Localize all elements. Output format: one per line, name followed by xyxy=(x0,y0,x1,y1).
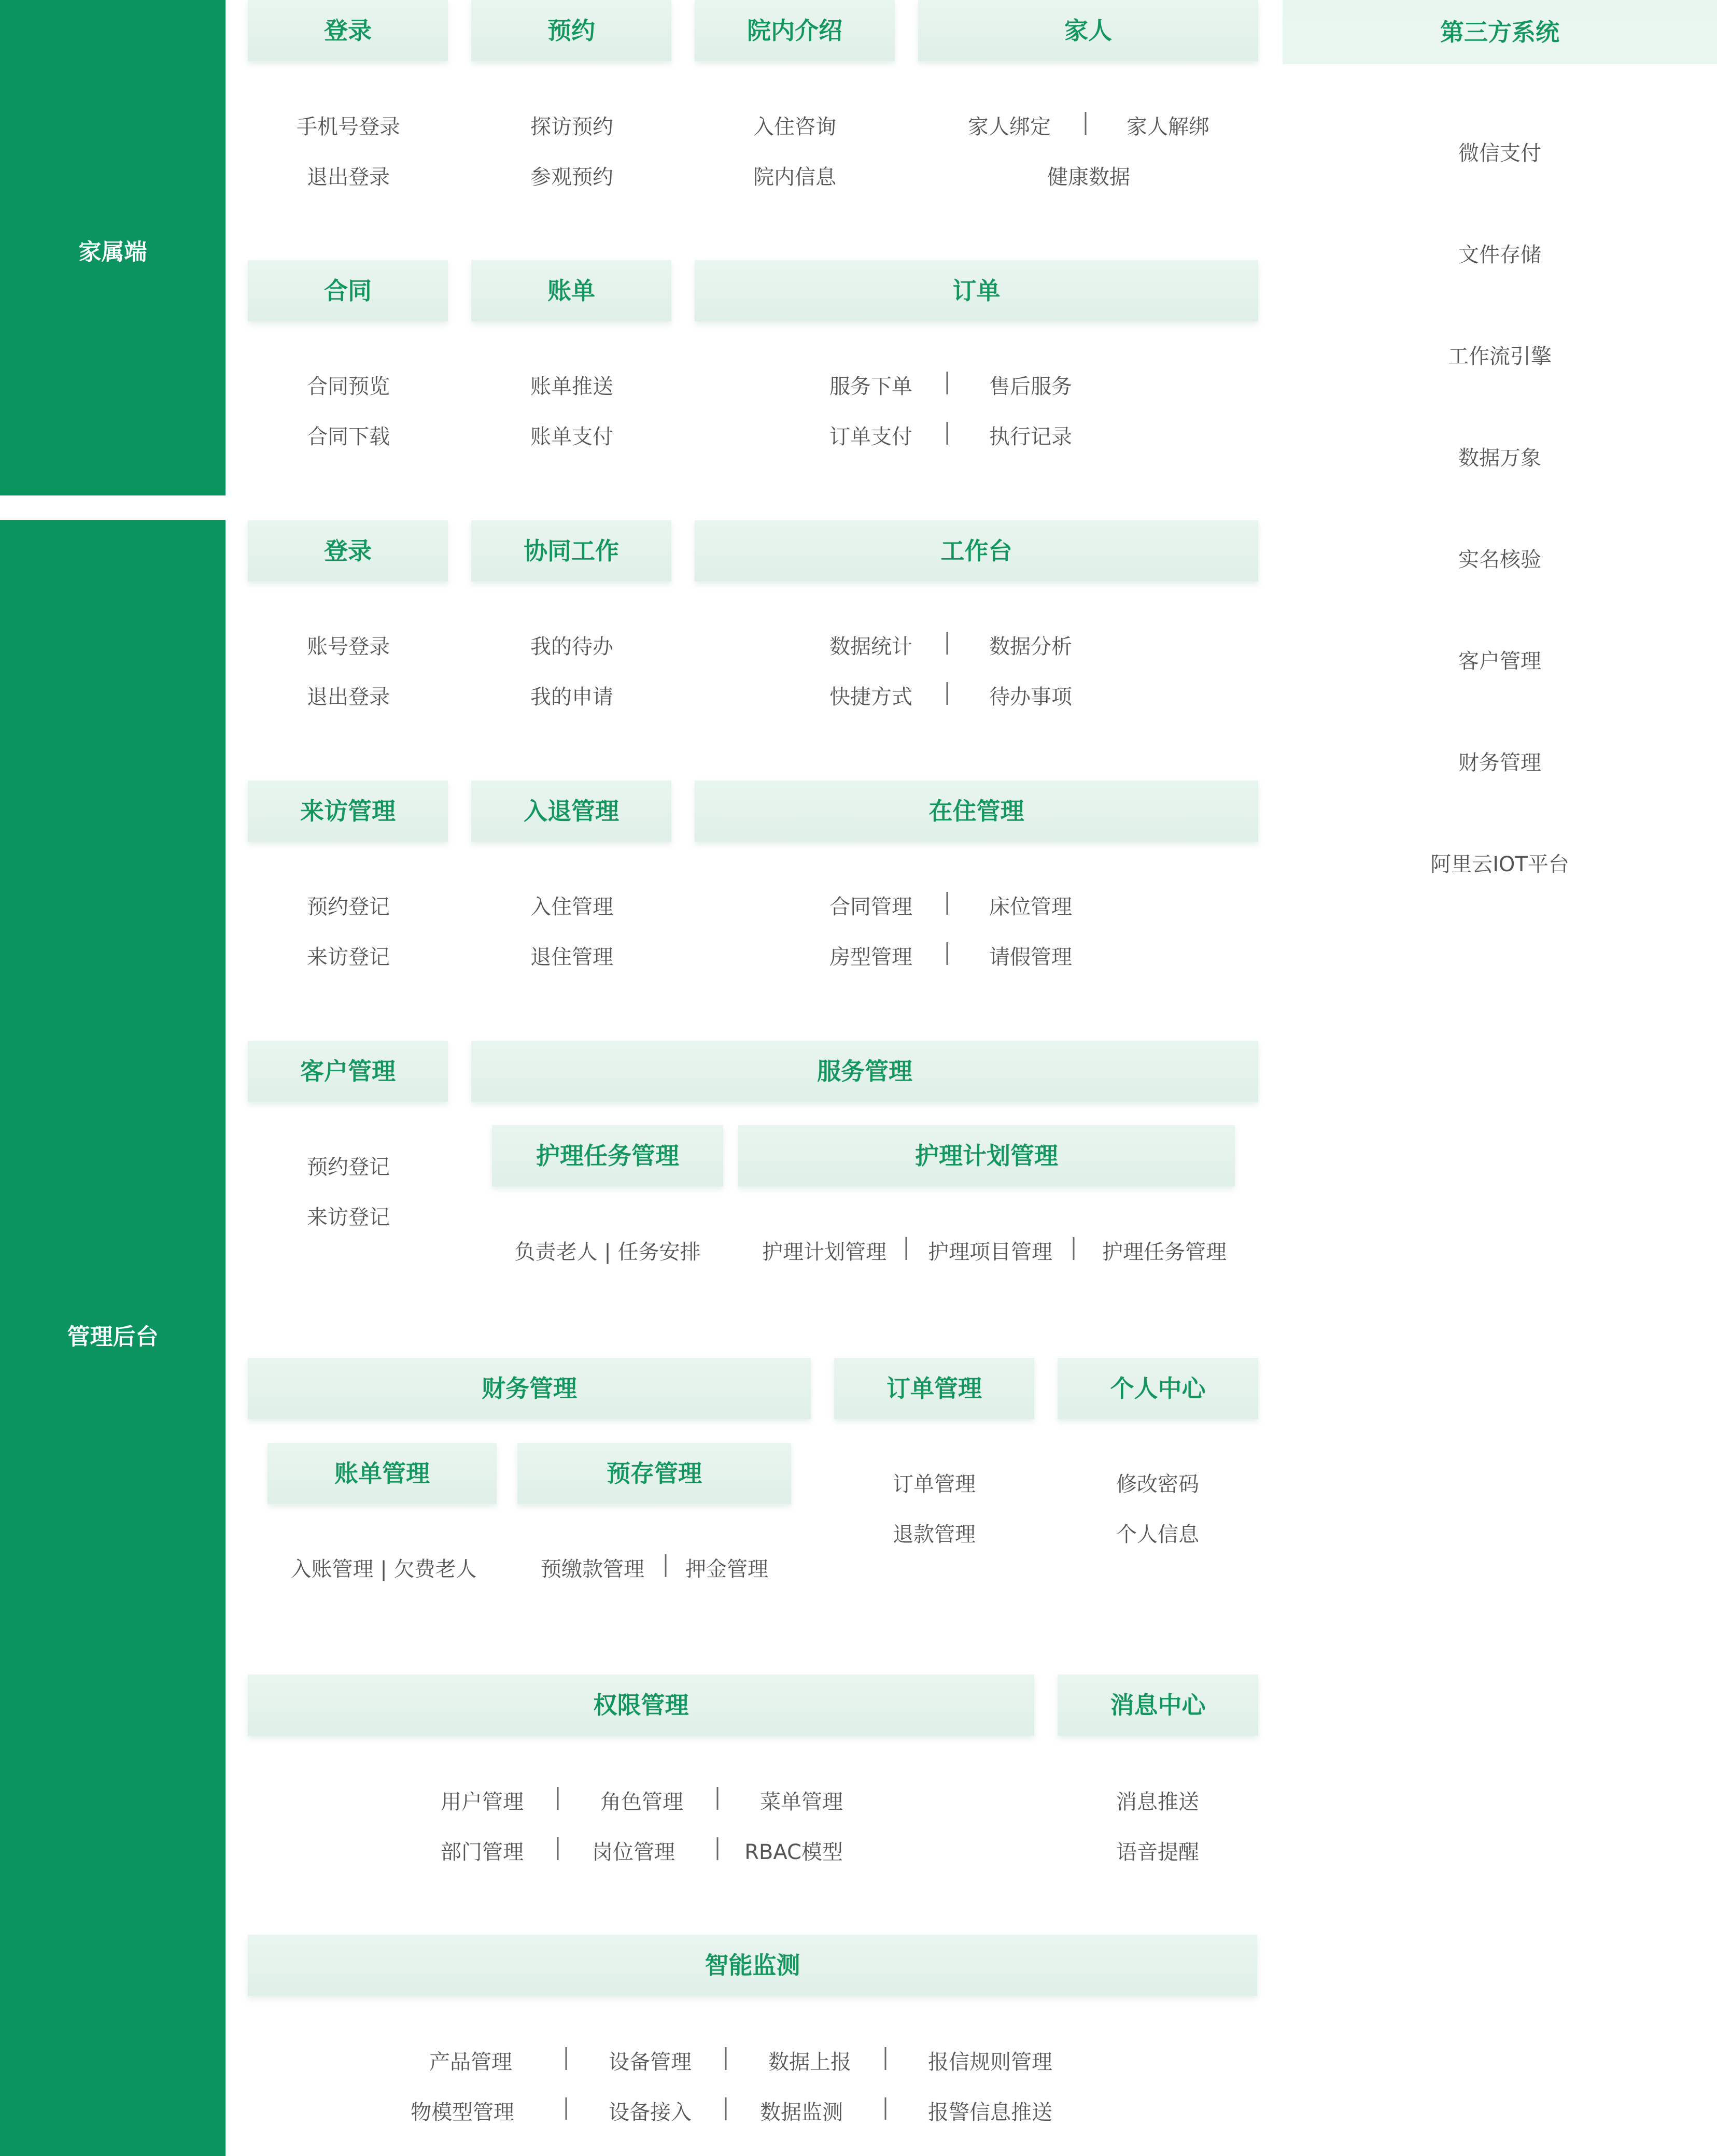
admin-residence-header: 在住管理 xyxy=(695,781,1258,842)
message-item: 语音提醒 xyxy=(1116,1840,1199,1864)
admin-orders-item: 订单管理 xyxy=(893,1472,976,1496)
separator xyxy=(906,1237,907,1260)
separator xyxy=(947,372,948,394)
family-side-label: 家属端 xyxy=(78,239,147,265)
separator xyxy=(947,942,948,965)
separator xyxy=(725,2047,727,2070)
separator xyxy=(665,1554,667,1577)
admin-workbench-item: 待办事项 xyxy=(989,685,1072,709)
admin-orders-item: 退款管理 xyxy=(893,1523,976,1547)
permission-item: 岗位管理 xyxy=(592,1840,675,1864)
family-relatives-header: 家人 xyxy=(918,0,1258,61)
bill-management-subheader: 账单管理 xyxy=(268,1443,497,1504)
family-booking-item: 参观预约 xyxy=(530,165,613,189)
family-booking-header: 预约 xyxy=(471,0,671,61)
admin-checkin-item: 退住管理 xyxy=(530,945,613,969)
separator xyxy=(885,2097,886,2120)
monitor-item: 数据上报 xyxy=(768,2050,851,2074)
family-side-bar xyxy=(0,0,226,495)
admin-permission-header: 权限管理 xyxy=(248,1675,1034,1736)
monitor-item: 产品管理 xyxy=(429,2050,512,2074)
bill-management-line: 入账管理 | 欠费老人 xyxy=(290,1557,477,1581)
family-login-item: 手机号登录 xyxy=(297,115,400,139)
admin-customer-header: 客户管理 xyxy=(248,1041,448,1102)
family-intro-item: 院内信息 xyxy=(753,165,836,189)
nursing-plan-subheader: 护理计划管理 xyxy=(738,1125,1235,1186)
admin-visit-header: 来访管理 xyxy=(248,781,448,842)
family-login-header: 登录 xyxy=(248,0,448,61)
family-relatives-item: 家人解绑 xyxy=(1127,115,1209,139)
admin-orders-header: 订单管理 xyxy=(834,1358,1034,1419)
admin-workbench-item: 数据分析 xyxy=(989,635,1072,659)
admin-workbench-header: 工作台 xyxy=(695,520,1258,581)
monitor-item: 数据监测 xyxy=(760,2101,843,2124)
admin-visit-item: 预约登记 xyxy=(307,895,390,919)
admin-residence-item: 合同管理 xyxy=(829,895,912,919)
family-order-item: 订单支付 xyxy=(829,425,912,449)
admin-workbench-item: 快捷方式 xyxy=(829,685,912,709)
admin-residence-item: 请假管理 xyxy=(989,945,1072,969)
family-order-item: 执行记录 xyxy=(989,425,1072,449)
admin-checkin-header: 入退管理 xyxy=(471,781,671,842)
separator xyxy=(566,2047,567,2070)
admin-service-header: 服务管理 xyxy=(471,1041,1258,1102)
admin-collab-item: 我的申请 xyxy=(530,685,613,709)
family-intro-item: 入住咨询 xyxy=(753,115,836,139)
admin-collab-item: 我的待办 xyxy=(530,635,613,659)
nursing-plan-item: 护理计划管理 xyxy=(762,1240,886,1264)
nursing-task-line: 负责老人 | 任务安排 xyxy=(514,1240,701,1264)
permission-item: RBAC模型 xyxy=(744,1840,843,1864)
admin-workbench-item: 数据统计 xyxy=(829,635,912,659)
third-party-item: 财务管理 xyxy=(1458,751,1541,775)
admin-collab-header: 协同工作 xyxy=(471,520,671,581)
nursing-plan-item: 护理项目管理 xyxy=(928,1240,1052,1264)
family-relatives-item: 家人绑定 xyxy=(968,115,1051,139)
family-relatives-item: 健康数据 xyxy=(1047,165,1130,189)
admin-finance-header: 财务管理 xyxy=(248,1358,811,1419)
family-booking-item: 探访预约 xyxy=(530,115,613,139)
admin-personal-item: 个人信息 xyxy=(1116,1523,1199,1547)
monitor-item: 报警信息推送 xyxy=(928,2101,1052,2124)
separator xyxy=(557,1837,559,1860)
family-order-item: 售后服务 xyxy=(989,375,1072,399)
family-contract-item: 合同预览 xyxy=(307,375,390,399)
monitor-item: 物模型管理 xyxy=(411,2101,514,2124)
family-order-item: 服务下单 xyxy=(829,375,912,399)
third-party-item: 客户管理 xyxy=(1458,649,1541,673)
monitor-item: 设备管理 xyxy=(609,2050,692,2074)
admin-side-bar xyxy=(0,520,226,2156)
separator xyxy=(717,1837,719,1860)
permission-item: 部门管理 xyxy=(441,1840,524,1864)
admin-customer-item: 来访登记 xyxy=(307,1205,390,1229)
admin-checkin-item: 入住管理 xyxy=(530,895,613,919)
family-bill-item: 账单推送 xyxy=(530,375,613,399)
admin-monitor-header: 智能监测 xyxy=(248,1935,1257,1996)
family-bill-header: 账单 xyxy=(471,260,671,321)
separator xyxy=(947,892,948,915)
separator xyxy=(717,1787,719,1810)
separator xyxy=(725,2097,727,2120)
family-login-item: 退出登录 xyxy=(307,165,390,189)
admin-personal-item: 修改密码 xyxy=(1116,1472,1199,1496)
third-party-item: 实名核验 xyxy=(1458,548,1541,572)
admin-message-header: 消息中心 xyxy=(1058,1675,1258,1736)
monitor-item: 报信规则管理 xyxy=(928,2050,1052,2074)
separator xyxy=(557,1787,559,1810)
separator xyxy=(947,682,948,705)
family-order-header: 订单 xyxy=(695,260,1258,321)
admin-customer-item: 预约登记 xyxy=(307,1155,390,1179)
admin-residence-item: 床位管理 xyxy=(989,895,1072,919)
nursing-task-subheader: 护理任务管理 xyxy=(492,1125,723,1186)
permission-item: 用户管理 xyxy=(441,1790,524,1814)
separator xyxy=(1085,112,1087,135)
separator xyxy=(947,422,948,445)
family-contract-header: 合同 xyxy=(248,260,448,321)
third-party-item: 微信支付 xyxy=(1458,141,1541,165)
third-party-item: 工作流引擎 xyxy=(1448,345,1552,368)
third-party-item: 阿里云IOT平台 xyxy=(1430,853,1569,876)
admin-login-item: 退出登录 xyxy=(307,685,390,709)
permission-item: 菜单管理 xyxy=(760,1790,843,1814)
third-party-item: 数据万象 xyxy=(1458,446,1541,470)
separator xyxy=(947,632,948,655)
family-contract-item: 合同下载 xyxy=(307,425,390,449)
deposit-management-subheader: 预存管理 xyxy=(517,1443,791,1504)
admin-visit-item: 来访登记 xyxy=(307,945,390,969)
message-item: 消息推送 xyxy=(1116,1790,1199,1814)
permission-item: 角色管理 xyxy=(600,1790,683,1814)
family-bill-item: 账单支付 xyxy=(530,425,613,449)
separator xyxy=(885,2047,886,2070)
deposit-management-item: 预缴款管理 xyxy=(541,1557,644,1581)
monitor-item: 设备接入 xyxy=(609,2101,692,2124)
admin-login-header: 登录 xyxy=(248,520,448,581)
admin-side-label: 管理后台 xyxy=(67,1324,159,1350)
separator xyxy=(566,2097,567,2120)
separator xyxy=(1073,1237,1075,1260)
nursing-plan-item: 护理任务管理 xyxy=(1102,1240,1227,1264)
admin-login-item: 账号登录 xyxy=(307,635,390,659)
admin-personal-header: 个人中心 xyxy=(1058,1358,1258,1419)
family-intro-header: 院内介绍 xyxy=(695,0,895,61)
deposit-management-item: 押金管理 xyxy=(685,1557,768,1581)
admin-residence-item: 房型管理 xyxy=(829,945,912,969)
third-party-header: 第三方系统 xyxy=(1283,0,1717,64)
third-party-item: 文件存储 xyxy=(1458,243,1541,267)
